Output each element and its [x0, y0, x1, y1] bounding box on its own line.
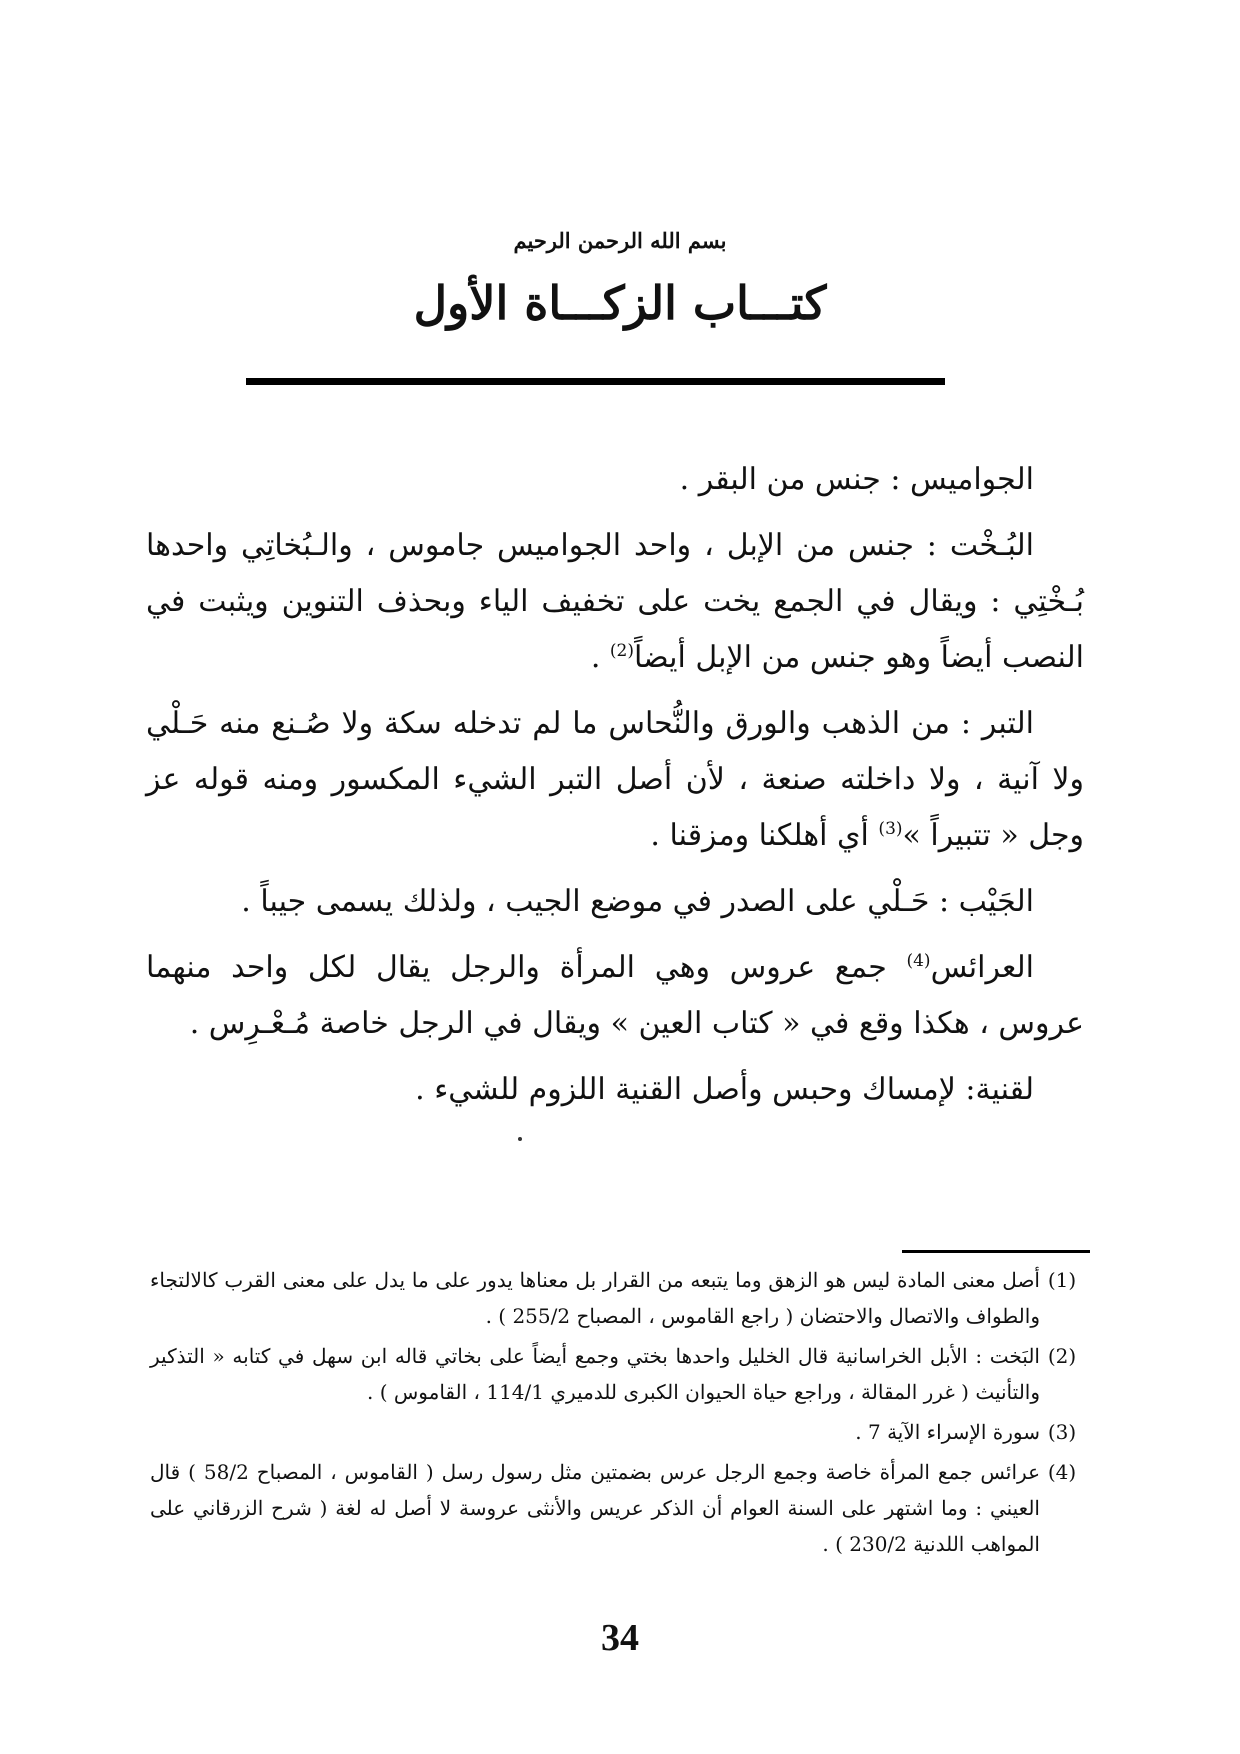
footnote-reference[interactable]: (3) — [878, 819, 903, 839]
glossary-entry — [146, 452, 1084, 508]
basmala: بسم الله الرحمن الرحيم — [513, 228, 727, 253]
chapter-title: كتـــاب الزكـــاة الأول — [413, 276, 827, 330]
glossary-entry — [146, 1062, 1084, 1118]
glossary-entry — [146, 696, 1084, 864]
footnote — [150, 1454, 1084, 1562]
glossary-body — [146, 452, 1084, 1128]
footnote-number: (3) — [1047, 1420, 1077, 1444]
footnote-text: سورة الإسراء الآية 7 . — [855, 1420, 1040, 1444]
footnote-reference[interactable]: (2) — [609, 641, 635, 661]
footnote-number: (1) — [1047, 1268, 1077, 1292]
entry-text: الجَيْب : حَـلْي على الصدر في موضع الجيب ، ولذلك يسمى جيباً . — [241, 884, 1034, 919]
footnote-number: (2) — [1047, 1344, 1077, 1368]
entry-text-tail: أي أهلكنا ومزقنا . — [650, 818, 879, 853]
entry-text-tail: . — [590, 640, 610, 675]
footnote-number: (4) — [1047, 1460, 1077, 1484]
entry-text: البُـخْت : جنس من الإبل ، واحد الجواميس جاموس ، والـبُخاتِي واحدها بُـخْتِي : ويقال في الجمع يخت على تخفيف الياء وبحذف التنوين ويثبت في النصب أيضاً وهو جنس من الإبل أيضاً — [146, 528, 1084, 675]
footnote-text: عرائس جمع المرأة خاصة وجمع الرجل عرس بضمتين مثل رسول رسل ( القاموس ، المصباح 58/2 ) قال العيني : وما اشتهر على السنة العوام أن الذكر عريس والأنثى عروسة لا أصل له لغة ( شرح الزرقاني على المواهب اللدنية 230/2 ) . — [150, 1460, 1041, 1556]
entry-text: لقنية: لإمساك وحبس وأصل القنية اللزوم للشيء . — [415, 1072, 1034, 1107]
scan-speck — [518, 1137, 522, 1141]
entry-text: العرائس — [930, 950, 1034, 985]
entry-text: الجواميس : جنس من البقر . — [679, 462, 1034, 497]
glossary-entry — [146, 940, 1084, 1052]
footnote-text: البَخت : الأبل الخراسانية قال الخليل واحدها بختي وجمع أيضاً على بخاتي قاله ابن سهل في كتابه « التذكير والتأنيث ( غرر المقالة ، وراجع حياة الحيوان الكبرى للدميري 114/1 ، القاموس ) . — [150, 1344, 1040, 1404]
footnote — [150, 1414, 1084, 1450]
footnote — [150, 1338, 1084, 1410]
entry-text: التبر : من الذهب والورق والنُّحاس ما لم تدخله سكة ولا صُـنع منه حَـلْي ولا آنية ، ولا داخلته صنعة ، لأن أصل التبر الشيء المكسور ومنه قوله عز وجل « تتبيراً » — [146, 706, 1084, 853]
footnote-reference[interactable]: (4) — [906, 951, 931, 971]
title-divider — [246, 378, 945, 385]
entry-text-tail: جمع عروس وهي المرأة والرجل يقال لكل واحد منهما عروس ، هكذا وقع في « كتاب العين » ويقال في الرجل خاصة مُـعْـرِس . — [146, 950, 1084, 1041]
footnotes-section — [150, 1262, 1084, 1566]
page-number: 34 — [601, 1617, 639, 1659]
glossary-entry — [146, 518, 1084, 686]
glossary-entry — [146, 874, 1084, 930]
footnote — [150, 1262, 1084, 1334]
footnote-text: أصل معنى المادة ليس هو الزهق وما يتبعه من القرار بل معناها يدور على ما يدل على معنى القرب كالالتجاء والطواف والاتصال والاحتضان ( راجع القاموس ، المصباح 255/2 ) . — [150, 1268, 1040, 1328]
footnote-divider — [902, 1250, 1090, 1253]
